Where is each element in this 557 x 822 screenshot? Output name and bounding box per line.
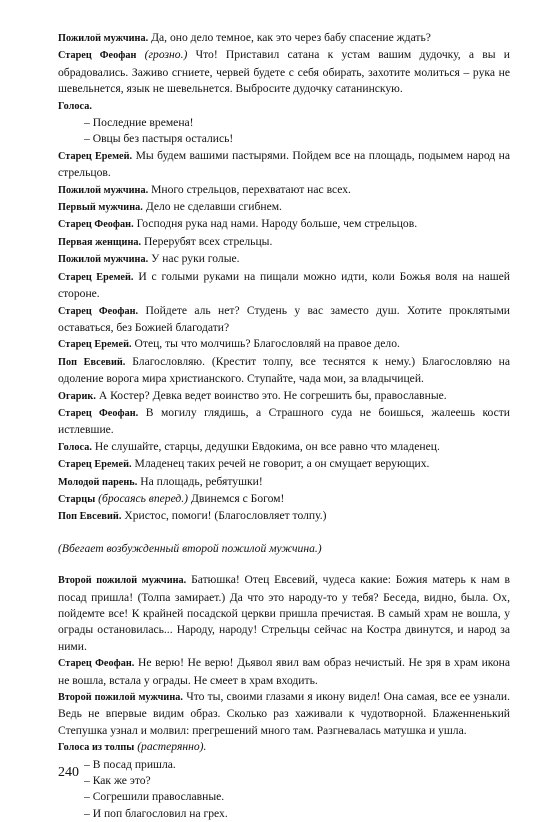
- dialogue-line: [58, 572, 510, 655]
- speech-text: Отец, ты что молчишь? Благословляй на правое дело.: [134, 337, 400, 351]
- section-gap: [58, 526, 510, 541]
- speech-text: Пойдете аль нет? Студень у вас заместо душ. Хотите проклятыми оставаться, без Божией благодати?: [58, 303, 510, 334]
- voice-line: – Овцы без пастыря остались!: [84, 132, 234, 146]
- voice-line: – В посад пришла.: [84, 757, 176, 771]
- dialogue-block-3: [58, 572, 510, 756]
- dialogue-line: [58, 251, 510, 268]
- speaker-name: Поп Евсевий.: [58, 356, 126, 368]
- speech-text: Что ты, своими глазами я икону видел! Она самая, все ее узнали. Ведь не впервые видим образ. Сколько раз хаживали к чудотворной. Блаженненький Степушка узнал и молвил: прегрешений много там. Разгневалась матушка и ушла.: [58, 690, 510, 737]
- section-gap: [58, 557, 510, 572]
- speech-text: Не верю! Не верю! Дьявол явил вам образ нечистый. Не зря в храм икона не вошла, встала у ограды. Не смеет в храм входить.: [58, 656, 510, 687]
- speaker-name: Голоса.: [58, 441, 92, 453]
- speech-text: А Костер? Девка ведет воинство это. Не согрешить бы, православные.: [98, 388, 447, 402]
- dialogue-line: [58, 439, 510, 456]
- speech-text: Двинемся с Богом!: [190, 491, 285, 505]
- voice-line: – Как же это?: [84, 774, 151, 788]
- dialogue-line: [58, 474, 510, 491]
- dialogue-line: [58, 336, 510, 353]
- dialogue-line: [58, 47, 510, 97]
- speech-text: Мы будем вашими пастырями. Пойдем все на площадь, подымем народ на стрельцов.: [58, 148, 510, 180]
- speech-text: И с голыми руками на пищали можно идти, коли Божья воля на нашей стороне.: [58, 269, 511, 301]
- stage-remark: (растерянно).: [137, 740, 207, 754]
- dialogue-line: [58, 491, 510, 508]
- dialogue-line: [58, 508, 510, 525]
- dialogue-block-2: [58, 148, 510, 526]
- dialogue-line: [58, 182, 510, 199]
- dialogue-line: [58, 269, 510, 303]
- speech-text: Не слушайте, старцы, дедушки Евдокима, он все равно что младенец.: [94, 439, 440, 453]
- speech-text: Перерубят всех стрельцы.: [144, 234, 273, 248]
- speaker-name: Голоса из толпы: [58, 742, 135, 754]
- speech-text: Дело не сделавши сгибнем.: [145, 200, 282, 214]
- dialogue-line: [58, 354, 510, 388]
- speaker-name: Старец Еремей.: [58, 150, 133, 162]
- speech-text: Благословляю. (Крестит толпу, все теснятся к нему.) Благословляю на одоление ворога мира христианского. Ступайте, чада мои, за владычицей.: [58, 354, 510, 386]
- speaker-name: Старец Феофан.: [58, 658, 135, 670]
- dialogue-line: [58, 303, 510, 337]
- stage-direction: (Вбегает возбужденный второй пожилой мужчина.): [58, 541, 322, 555]
- speech-text: У нас руки голые.: [151, 252, 240, 266]
- voices-list-2: [58, 757, 510, 822]
- speech-text: В могилу глядишь, а Страшного суда не боишься, жалеешь кости истлевшие.: [58, 405, 510, 437]
- dialogue-line: [58, 655, 510, 689]
- dialogue-line: [58, 148, 510, 182]
- speech-text: На площадь, ребятушки!: [140, 474, 263, 488]
- dialogue-line: [58, 456, 510, 473]
- speech-text: Много стрельцов, перехватают нас всех.: [151, 182, 351, 196]
- speaker-name: Старец Еремей.: [58, 459, 132, 471]
- speaker-name: Первый мужчина.: [58, 202, 143, 214]
- speech-text: Христос, помоги! (Благословляет толпу.): [124, 509, 327, 523]
- speaker-name: Пожилой мужчина.: [58, 33, 149, 44]
- speaker-name: Старец Еремей.: [58, 271, 134, 283]
- dialogue-line: [58, 405, 510, 439]
- dialogue-line: [58, 199, 510, 216]
- stage-remark: (бросаясь вперед.): [98, 491, 189, 505]
- page-number: 240: [58, 765, 79, 780]
- speaker-name: Второй пожилой мужчина.: [58, 575, 187, 587]
- speaker-name: Старец Феофан.: [58, 219, 134, 231]
- speaker-name: Старец Феофан.: [58, 305, 139, 317]
- speech-text: Младенец таких речей не говорит, а он смущает верующих.: [134, 457, 430, 471]
- stage-remark: (грозно.): [144, 48, 188, 62]
- speaker-name: Старец Еремей.: [58, 339, 132, 351]
- speaker-name: Первая женщина.: [58, 236, 142, 248]
- speech-text: Да, оно дело темное, как это через бабу спасение ждать?: [151, 31, 431, 44]
- speaker-name: Голоса.: [58, 100, 92, 112]
- speaker-name: Поп Евсевий.: [58, 511, 122, 523]
- dialogue-line: [58, 388, 510, 405]
- voice-line: – И поп благословил на грех.: [84, 806, 228, 820]
- dialogue-block-1: [58, 30, 510, 115]
- speaker-name: Пожилой мужчина.: [58, 254, 149, 266]
- speech-text: Что! Приставил сатана к устам вашим дудочку, а вы и обрадовались. Заживо сгниете, червей будете с себя обирать, захотите молиться – рука не шевельнется, язык не шевельнется. Выбросите дудочку сатанинскую.: [58, 48, 511, 96]
- voices-list-1: [58, 115, 510, 148]
- speech-text: Господня рука над нами. Народу больше, чем стрельцов.: [136, 217, 418, 231]
- dialogue-line: [58, 98, 510, 115]
- speaker-name: Старец Феофан: [58, 50, 137, 62]
- speaker-name: Молодой парень.: [58, 476, 138, 488]
- dialogue-line: [58, 216, 510, 233]
- speaker-name: Старец Феофан.: [58, 407, 139, 419]
- page-text: [58, 30, 510, 822]
- voice-line: – Последние времена!: [84, 116, 194, 130]
- dialogue-line: [58, 234, 510, 251]
- speaker-name: Пожилой мужчина.: [58, 184, 149, 196]
- voice-line: – Согрешили православные.: [84, 790, 225, 804]
- dialogue-line: [58, 739, 510, 756]
- speech-text: Батюшка! Отец Евсевий, чудеса какие: Божия матерь к нам в посад пришла! (Толпа замирает.) Да что это народу-то у тебя? Беседа, видно, была. Ох, пойдемте все! К крайней посадской церкви пришла пречистая. В самый храм не вошла, у ограды остановилась... Народу, народу! Стрельцы сейчас на Костра двинутся, и народ за ними.: [58, 573, 510, 653]
- speaker-name: Второй пожилой мужчина.: [58, 692, 183, 704]
- dialogue-line: [58, 689, 510, 739]
- dialogue-line: [58, 30, 510, 47]
- speaker-name: Огарик.: [58, 390, 96, 402]
- speaker-name: Старцы: [58, 493, 96, 505]
